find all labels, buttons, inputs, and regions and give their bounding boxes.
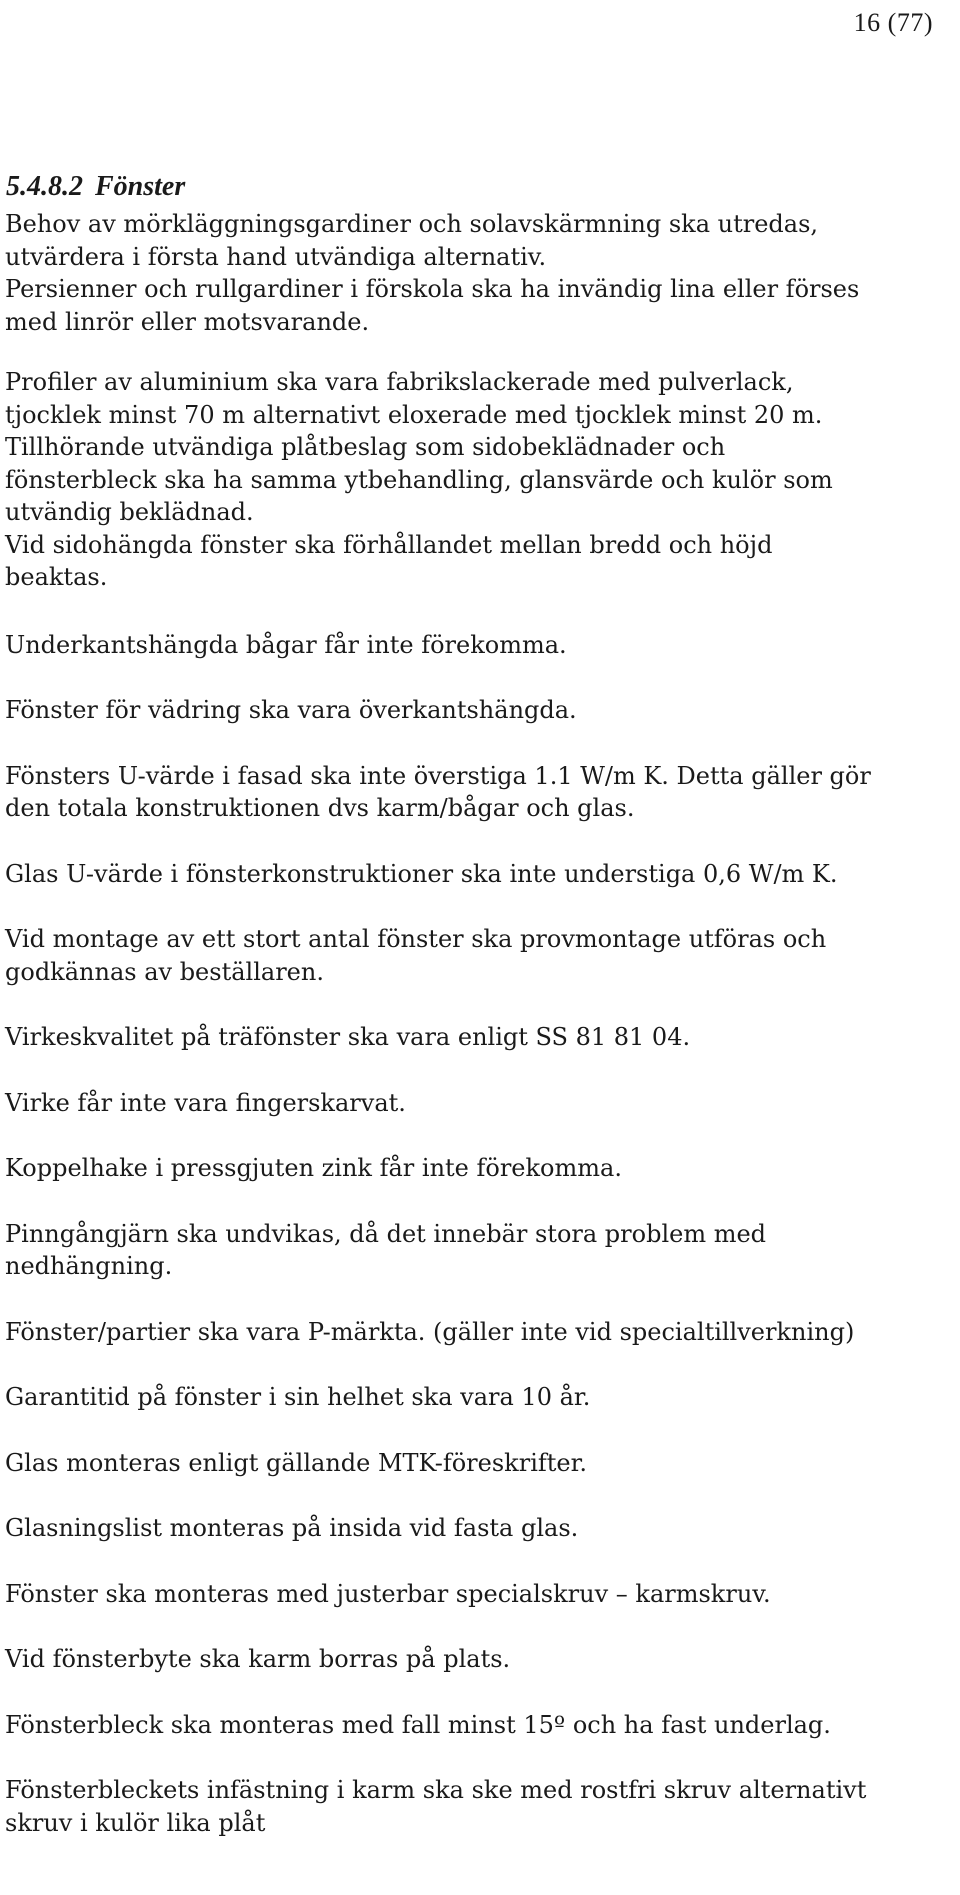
page-number: 16 (77) — [853, 8, 933, 37]
paragraph — [5, 1447, 950, 1480]
text-line: Fönsters U-värde i fasad ska inte överstiga 1.1 W/m K. Detta gäller gör — [5, 761, 871, 790]
paragraph — [5, 629, 950, 662]
text-line: Fönsterbleckets infästning i karm ska ske med rostfri skruv alternativt — [5, 1776, 867, 1804]
paragraph — [5, 1381, 950, 1414]
text-line: Underkantshängda bågar får inte förekomma. — [5, 630, 567, 659]
text-line: Profiler av aluminium ska vara fabrikslackerade med pulverlack, — [5, 368, 794, 396]
paragraph — [5, 431, 950, 529]
paragraph — [5, 1316, 950, 1349]
text-line: med linrör eller motsvarande. — [5, 307, 370, 336]
text-line: Vid fönsterbyte ska karm borras på plats. — [5, 1645, 511, 1673]
paragraph — [5, 1709, 950, 1742]
paragraph — [5, 858, 950, 891]
paragraph — [5, 1512, 950, 1545]
text-line: Virkeskvalitet på träfönster ska vara enligt SS 81 81 04. — [5, 1023, 691, 1051]
text-line: Pinngångjärn ska undvikas, då det innebär stora problem med — [5, 1219, 767, 1248]
text-line: Vid montage av ett stort antal fönster ska provmontage utföras och — [5, 925, 827, 953]
text-line: skruv i kulör lika plåt — [5, 1808, 266, 1837]
text-line: godkännas av beställaren. — [5, 957, 324, 986]
paragraph — [5, 1087, 950, 1120]
text-line: Fönsterbleck ska monteras med fall minst 15º och ha fast underlag. — [5, 1710, 831, 1739]
section-number: 5.4.8.2 — [6, 171, 83, 202]
text-line: Glas U-värde i fönsterkonstruktioner ska inte understiga 0,6 W/m K. — [5, 859, 838, 888]
paragraph — [5, 760, 950, 825]
text-line: nedhängning. — [5, 1252, 173, 1280]
paragraph — [5, 1218, 950, 1283]
text-line: Tillhörande utvändiga plåtbeslag som sidobeklädnader och — [5, 433, 726, 461]
text-line: utvändig beklädnad. — [5, 498, 254, 526]
text-line: Fönster för vädring ska vara överkantshängda. — [5, 696, 577, 724]
text-line: beaktas. — [5, 563, 108, 591]
text-line: tjocklek minst 70 m alternativt eloxerade med tjocklek minst 20 m. — [5, 400, 823, 429]
text-line: Garantitid på fönster i sin helhet ska vara 10 år. — [5, 1383, 591, 1411]
section-title: Fönster — [95, 171, 186, 202]
document-body — [5, 208, 950, 1839]
paragraph — [5, 1774, 950, 1839]
paragraph — [5, 529, 950, 594]
text-line: den totala konstruktionen dvs karm/bågar och glas. — [5, 794, 635, 822]
paragraph — [5, 208, 950, 273]
text-line: Glasningslist monteras på insida vid fasta glas. — [5, 1514, 579, 1542]
paragraph — [5, 1643, 950, 1676]
paragraph — [5, 1152, 950, 1185]
paragraph — [5, 694, 950, 727]
section-heading — [6, 170, 185, 204]
paragraph — [5, 1578, 950, 1611]
paragraph — [5, 366, 950, 431]
text-line: Vid sidohängda fönster ska förhållandet mellan bredd och höjd — [5, 530, 773, 559]
text-line: Fönster ska monteras med justerbar specialskruv – karmskruv. — [5, 1579, 771, 1608]
text-line: fönsterbleck ska ha samma ytbehandling, glansvärde och kulör som — [5, 465, 833, 494]
paragraph — [5, 923, 950, 988]
text-line: Glas monteras enligt gällande MTK-föreskrifter. — [5, 1448, 588, 1477]
paragraph — [5, 273, 950, 338]
text-line: Persienner och rullgardiner i förskola ska ha invändig lina eller förses — [5, 275, 860, 303]
text-line: utvärdera i första hand utvändiga alternativ. — [5, 242, 547, 271]
text-line: Behov av mörkläggningsgardiner och solavskärmning ska utredas, — [5, 210, 819, 238]
text-line: Fönster/partier ska vara P-märkta. (gäller inte vid specialtillverkning) — [5, 1317, 855, 1346]
paragraph — [5, 1021, 950, 1054]
text-line: Virke får inte vara fingerskarvat. — [5, 1088, 406, 1117]
text-line: Koppelhake i pressgjuten zink får inte förekomma. — [5, 1154, 622, 1182]
